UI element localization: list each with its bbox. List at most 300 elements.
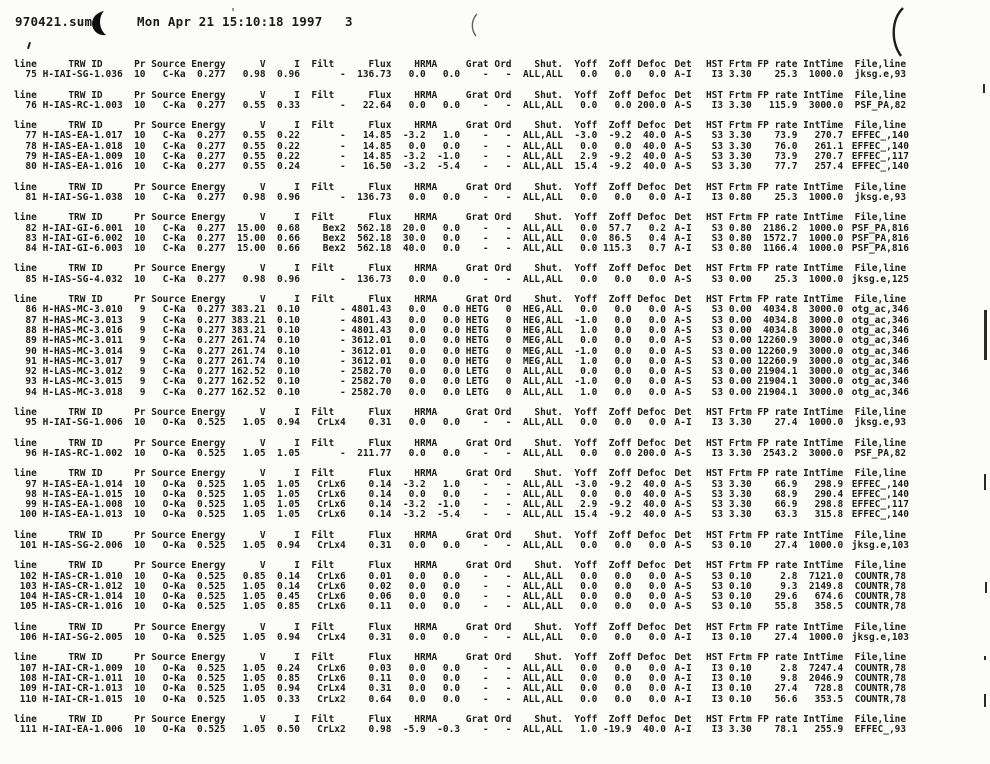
cell-line: 85 — [25, 273, 37, 285]
cell-trw-id: H-IAI-EA-1.006 — [42, 724, 123, 736]
cell-hrma-z: 0.0 — [442, 376, 461, 388]
cell-yoff: 0.0 — [580, 570, 598, 582]
column-header: Yoff — [574, 294, 598, 306]
cell-hrma-z: 1.0 — [442, 130, 461, 142]
cell-zoff: 0.0 — [614, 488, 632, 500]
column-header: V — [259, 120, 266, 132]
cell-i: 0.10 — [277, 386, 300, 398]
cell-frtm: 0.00 — [728, 335, 752, 347]
cell-source: C-Ka — [162, 243, 186, 255]
column-header: Det — [674, 181, 692, 193]
cell-pr: 10 — [134, 161, 146, 173]
cell-hst: S3 — [711, 314, 724, 326]
cell-yoff: 0.0 — [580, 447, 598, 459]
column-header: I — [294, 407, 300, 419]
cell-source: C-Ka — [162, 386, 186, 398]
cell-energy: 0.525 — [196, 683, 226, 695]
cell-yoff: 1.0 — [580, 724, 598, 736]
column-header: Defoc — [637, 181, 666, 193]
column-header: Zoff — [608, 181, 632, 193]
cell-det: A-I — [674, 632, 692, 644]
cell-fp-rate: 9.8 — [780, 672, 798, 684]
cell-zoff: 0.0 — [614, 580, 632, 592]
column-header-row — [14, 469, 918, 479]
column-header: Filt — [311, 181, 335, 193]
cell-filt: - — [339, 386, 346, 398]
column-header: HRMA — [414, 621, 438, 633]
cell-fp-rate: 25.3 — [774, 191, 798, 203]
cell-pr: 9 — [139, 345, 146, 357]
cell-ord: 0 — [505, 324, 512, 336]
cell-zoff: -9.2 — [608, 161, 632, 173]
column-header: Defoc — [637, 468, 666, 480]
column-header: line — [14, 59, 37, 70]
cell-ord: - — [505, 580, 512, 592]
cell-fp-rate: 2.8 — [780, 662, 798, 674]
cell-pr: 10 — [134, 69, 146, 81]
column-header: V — [259, 529, 266, 541]
cell-hst: I3 — [711, 191, 724, 203]
cell-frtm: 3.30 — [728, 161, 752, 173]
cell-energy: 0.277 — [196, 222, 226, 234]
cell-det: A-S — [674, 161, 692, 173]
cell-hst: I3 — [711, 69, 724, 81]
cell-energy: 0.277 — [196, 345, 226, 357]
cell-grat: - — [482, 509, 489, 521]
cell-energy: 0.525 — [196, 478, 226, 490]
cell-i: 0.10 — [277, 376, 300, 388]
cell-ord: - — [505, 447, 512, 459]
cell-det: A-I — [674, 417, 692, 429]
cell-det: A-S — [674, 304, 692, 316]
cell-inttime: 1000.0 — [808, 222, 844, 234]
cell-defoc: 0.0 — [648, 672, 666, 684]
cell-ord: - — [505, 632, 512, 644]
cell-source: O-Ka — [162, 580, 186, 592]
cell-yoff: -1.0 — [574, 345, 598, 357]
column-header: I — [294, 59, 300, 70]
cell-flux: 2582.70 — [351, 366, 392, 378]
cell-hst: I3 — [711, 724, 724, 736]
column-header: Filt — [311, 529, 335, 541]
cell-energy: 0.277 — [196, 191, 226, 203]
column-header: Pr — [134, 181, 146, 193]
cell-ord: - — [505, 662, 512, 674]
column-header: Grat — [465, 120, 489, 132]
cell-hrma-y: 0.0 — [408, 672, 426, 684]
cell-fp-rate: 77.7 — [774, 161, 798, 173]
cell-energy: 0.525 — [196, 539, 226, 551]
cell-flux: 2582.70 — [351, 386, 392, 398]
cell-line: 107 — [19, 662, 37, 674]
cell-yoff: 1.0 — [580, 355, 598, 367]
cell-fp-rate: 12260.9 — [757, 355, 798, 367]
cell-i: 1.05 — [277, 488, 300, 500]
cell-flux: 2582.70 — [351, 376, 392, 388]
column-header: Defoc — [637, 59, 666, 70]
cell-ord: - — [505, 478, 512, 490]
cell-frtm: 0.10 — [728, 683, 752, 695]
column-header: HST — [705, 294, 724, 306]
cell-pr: 9 — [139, 304, 146, 316]
cell-inttime: 358.5 — [814, 601, 844, 613]
cell-hst: I3 — [711, 683, 724, 695]
column-header: Frtm — [728, 212, 752, 224]
cell-pr: 10 — [134, 499, 146, 511]
cell-defoc: 0.0 — [648, 683, 666, 695]
column-header: Zoff — [608, 212, 632, 224]
cell-grat: - — [482, 591, 489, 603]
cell-inttime: 1000.0 — [808, 191, 844, 203]
cell-filt: Bex2 — [322, 243, 346, 255]
cell-inttime: 298.8 — [814, 499, 844, 511]
cell-trw-id: H-HAS-MC-3.013 — [42, 314, 123, 326]
column-header: File,line — [854, 652, 907, 664]
cell-zoff: -9.2 — [608, 478, 632, 490]
cell-source: O-Ka — [162, 447, 186, 459]
table-group — [14, 264, 918, 285]
cell-inttime: 270.7 — [814, 130, 844, 142]
cell-yoff: -1.0 — [574, 314, 598, 326]
column-header: Defoc — [637, 621, 666, 633]
cell-i: 0.68 — [277, 222, 300, 234]
column-header: Pr — [134, 407, 146, 419]
cell-hrma-y: 0.0 — [408, 191, 426, 203]
column-header: I — [294, 212, 300, 224]
column-header: FP rate — [757, 713, 798, 725]
cell-energy: 0.525 — [196, 447, 226, 459]
column-header: Zoff — [608, 437, 632, 449]
cell-shut: MEG,ALL — [522, 335, 563, 347]
cell-pr: 9 — [139, 366, 146, 378]
column-header: Frtm — [728, 181, 752, 193]
cell-shut: ALL,ALL — [522, 273, 563, 285]
cell-shut: ALL,ALL — [522, 151, 563, 163]
column-header: TRW ID — [68, 212, 103, 224]
cell-line: 87 — [25, 314, 37, 326]
column-header: HRMA — [414, 212, 438, 224]
cell-shut: ALL,ALL — [522, 447, 563, 459]
column-header: line — [14, 89, 37, 101]
cell-flux: 562.18 — [357, 232, 392, 244]
cell-grat: - — [482, 488, 489, 500]
column-header: Ord — [494, 713, 512, 725]
cell-energy: 0.277 — [196, 273, 226, 285]
cell-grat: HETG — [465, 345, 489, 357]
table-row — [14, 633, 918, 643]
column-header: HST — [705, 407, 724, 419]
column-header: IntTime — [803, 120, 844, 132]
cell-inttime: 315.8 — [814, 509, 844, 521]
cell-ord: 0 — [505, 335, 512, 347]
cell-defoc: 0.0 — [648, 693, 666, 705]
cell-yoff: 0.0 — [580, 222, 598, 234]
cell-v: 1.05 — [242, 488, 266, 500]
cell-hrma-y: 0.0 — [408, 447, 426, 459]
cell-filt: CrLx6 — [317, 591, 346, 603]
column-header: Frtm — [728, 621, 752, 633]
cell-pr: 10 — [134, 509, 146, 521]
cell-inttime: 257.4 — [814, 161, 844, 173]
cell-i: 0.66 — [277, 243, 300, 255]
column-header: Pr — [134, 468, 146, 480]
column-header: Source — [151, 59, 186, 70]
cell-det: A-S — [674, 345, 692, 357]
column-header: Shut. — [534, 89, 563, 101]
cell-yoff: 0.0 — [580, 601, 598, 613]
cell-zoff: 0.0 — [614, 140, 632, 152]
cell-source: O-Ka — [162, 683, 186, 695]
cell-hrma-z: 0.0 — [442, 591, 461, 603]
cell-file-line: EFFEC_,93 — [854, 724, 907, 736]
cell-hst: I3 — [711, 662, 724, 674]
cell-fp-rate: 56.6 — [774, 693, 798, 705]
cell-i: 0.14 — [277, 570, 300, 582]
cell-yoff: 0.0 — [580, 693, 598, 705]
cell-energy: 0.525 — [196, 662, 226, 674]
cell-source: O-Ka — [162, 672, 186, 684]
column-header: Source — [151, 437, 186, 449]
cell-pr: 10 — [134, 447, 146, 459]
cell-det: A-I — [674, 724, 692, 736]
column-header: Zoff — [608, 89, 632, 101]
cell-pr: 10 — [134, 662, 146, 674]
column-header: line — [14, 621, 37, 633]
column-header: I — [294, 437, 300, 449]
cell-hrma-y: 0.0 — [408, 570, 426, 582]
column-header: Ord — [494, 120, 512, 132]
table-row — [14, 541, 918, 551]
cell-trw-id: H-IAS-EA-1.013 — [42, 509, 123, 521]
table-row — [14, 388, 918, 398]
cell-file-line: EFFEC_,117 — [851, 499, 909, 511]
cell-v: 0.98 — [242, 69, 266, 81]
cell-zoff: 0.0 — [614, 366, 632, 378]
cell-ord: - — [505, 232, 512, 244]
cell-energy: 0.525 — [196, 488, 226, 500]
cell-defoc: 0.0 — [648, 345, 666, 357]
cell-hrma-z: 0.0 — [442, 662, 461, 674]
cell-hrma-z: 0.0 — [442, 488, 461, 500]
cell-v: 0.55 — [242, 151, 266, 163]
cell-frtm: 0.00 — [728, 273, 752, 285]
cell-ord: - — [505, 273, 512, 285]
column-header: Defoc — [637, 713, 666, 725]
cell-hst: S3 — [711, 140, 724, 152]
cell-defoc: 0.0 — [648, 191, 666, 203]
cell-pr: 9 — [139, 376, 146, 388]
cell-trw-id: H-IAS-CR-1.010 — [42, 570, 123, 582]
cell-line: 77 — [25, 130, 37, 142]
cell-defoc: 0.0 — [648, 324, 666, 336]
scan-artifact — [984, 310, 987, 360]
cell-filt: CrLx6 — [317, 601, 346, 613]
cell-zoff: 0.0 — [614, 662, 632, 674]
cell-flux: 0.03 — [368, 662, 392, 674]
cell-inttime: 7121.0 — [808, 570, 844, 582]
column-header: Shut. — [534, 120, 563, 132]
cell-yoff: 0.0 — [580, 539, 598, 551]
column-header: FP rate — [757, 212, 798, 224]
scan-artifact — [985, 582, 987, 593]
table-row — [14, 510, 918, 520]
column-header: Shut. — [534, 621, 563, 633]
table-group — [14, 439, 918, 460]
cell-shut: ALL,ALL — [522, 366, 563, 378]
cell-flux: 0.06 — [368, 591, 392, 603]
cell-trw-id: H-IAS-SG-2.006 — [42, 539, 123, 551]
column-header: File,line — [854, 59, 907, 70]
column-header: TRW ID — [68, 120, 103, 132]
cell-inttime: 3000.0 — [808, 314, 844, 326]
column-header: Det — [674, 212, 692, 224]
cell-file-line: EFFEC_,117 — [851, 151, 909, 163]
cell-fp-rate: 73.9 — [774, 151, 798, 163]
cell-zoff: 0.0 — [614, 69, 632, 81]
column-header: TRW ID — [68, 89, 103, 101]
cell-grat: - — [482, 161, 489, 173]
column-header: TRW ID — [68, 181, 103, 193]
column-header: Filt — [311, 652, 335, 664]
cell-frtm: 0.00 — [728, 304, 752, 316]
column-header: line — [14, 212, 37, 224]
cell-source: O-Ka — [162, 488, 186, 500]
cell-zoff: 0.0 — [614, 99, 632, 111]
cell-defoc: 40.0 — [643, 488, 666, 500]
cell-line: 95 — [25, 417, 37, 429]
cell-fp-rate: 2186.2 — [763, 222, 798, 234]
table-group — [14, 60, 918, 81]
cell-shut: ALL,ALL — [522, 693, 563, 705]
column-header: Ord — [494, 529, 512, 541]
cell-trw-id: H-IAI-GI-6.002 — [42, 232, 123, 244]
cell-ord: - — [505, 672, 512, 684]
cell-grat: - — [482, 601, 489, 613]
cell-hrma-y: -3.2 — [402, 499, 426, 511]
cell-file-line: PSF_PA,816 — [851, 222, 909, 234]
cell-flux: 3612.01 — [351, 345, 392, 357]
cell-pr: 9 — [139, 335, 146, 347]
cell-yoff: 0.0 — [580, 304, 598, 316]
column-header: Flux — [368, 212, 392, 224]
cell-flux: 16.50 — [362, 161, 392, 173]
column-header: Source — [151, 529, 186, 541]
column-header: Grat — [465, 621, 489, 633]
cell-hst: S3 — [711, 345, 724, 357]
cell-hrma-z: 0.0 — [442, 99, 461, 111]
cell-frtm: 0.80 — [728, 243, 752, 255]
column-header: Det — [674, 263, 692, 275]
cell-trw-id: H-IAS-CR-1.014 — [42, 591, 123, 603]
cell-ord: - — [505, 509, 512, 521]
cell-v: 1.05 — [242, 662, 266, 674]
cell-hrma-z: -1.0 — [437, 151, 461, 163]
cell-i: 0.10 — [277, 355, 300, 367]
column-header: Grat — [465, 652, 489, 664]
cell-filt: CrLx6 — [317, 662, 346, 674]
cell-grat: HETG — [465, 324, 489, 336]
cell-fp-rate: 25.3 — [774, 273, 798, 285]
cell-hrma-y: 0.0 — [408, 376, 426, 388]
column-header: File,line — [854, 437, 907, 449]
cell-inttime: 298.9 — [814, 478, 844, 490]
cell-ord: - — [505, 140, 512, 152]
column-header: Yoff — [574, 120, 598, 132]
column-header: FP rate — [757, 181, 798, 193]
cell-zoff: 0.0 — [614, 304, 632, 316]
table-group — [14, 531, 918, 552]
column-header: Pr — [134, 652, 146, 664]
cell-yoff: 0.0 — [580, 273, 598, 285]
cell-pr: 10 — [134, 570, 146, 582]
column-header: Filt — [311, 89, 335, 101]
cell-grat: HETG — [465, 335, 489, 347]
cell-yoff: 2.9 — [580, 499, 598, 511]
scan-artifact — [984, 656, 986, 660]
column-header: V — [259, 59, 266, 70]
cell-yoff: 0.0 — [580, 417, 598, 429]
column-header: HRMA — [414, 59, 438, 70]
column-header: Yoff — [574, 59, 598, 70]
report-table — [14, 60, 918, 745]
cell-source: C-Ka — [162, 376, 186, 388]
cell-frtm: 0.10 — [728, 693, 752, 705]
cell-source: C-Ka — [162, 191, 186, 203]
cell-hrma-y: -3.2 — [402, 130, 426, 142]
cell-det: A-S — [674, 601, 692, 613]
cell-energy: 0.277 — [196, 324, 226, 336]
cell-hst: S3 — [711, 130, 724, 142]
column-header: HRMA — [414, 407, 438, 419]
cell-flux: 0.14 — [368, 488, 392, 500]
cell-v: 261.74 — [231, 345, 266, 357]
cell-yoff: 0.0 — [580, 232, 598, 244]
cell-ord: 0 — [505, 304, 512, 316]
column-header: Filt — [311, 59, 335, 70]
cell-trw-id: H-HAS-MC-3.017 — [42, 355, 123, 367]
column-header: Ord — [494, 652, 512, 664]
column-header: Det — [674, 468, 692, 480]
cell-i: 1.05 — [277, 499, 300, 511]
cell-flux: 0.98 — [368, 724, 392, 736]
cell-trw-id: H-IAI-GI-6.001 — [42, 222, 123, 234]
cell-defoc: 0.0 — [648, 591, 666, 603]
cell-line: 82 — [25, 222, 37, 234]
cell-v: 1.05 — [242, 499, 266, 511]
column-header: V — [259, 713, 266, 725]
cell-i: 0.24 — [277, 662, 300, 674]
cell-energy: 0.525 — [196, 591, 226, 603]
cell-filt: - — [339, 191, 346, 203]
cell-trw-id: H-IAS-EA-1.018 — [42, 140, 123, 152]
column-header: Defoc — [637, 263, 666, 275]
column-header: HRMA — [414, 120, 438, 132]
cell-trw-id: H-IAI-CR-1.013 — [42, 683, 123, 695]
cell-zoff: 0.0 — [614, 324, 632, 336]
table-group — [14, 623, 918, 644]
column-header: File,line — [854, 263, 907, 275]
column-header: Grat — [465, 437, 489, 449]
column-header: HST — [705, 181, 724, 193]
column-header: Source — [151, 560, 186, 572]
cell-hrma-z: 0.0 — [442, 222, 461, 234]
column-header: HST — [705, 89, 724, 101]
cell-line: 98 — [25, 488, 37, 500]
column-header: HRMA — [414, 468, 438, 480]
cell-det: A-I — [674, 222, 692, 234]
cell-defoc: 0.0 — [648, 632, 666, 644]
cell-filt: - — [339, 366, 346, 378]
